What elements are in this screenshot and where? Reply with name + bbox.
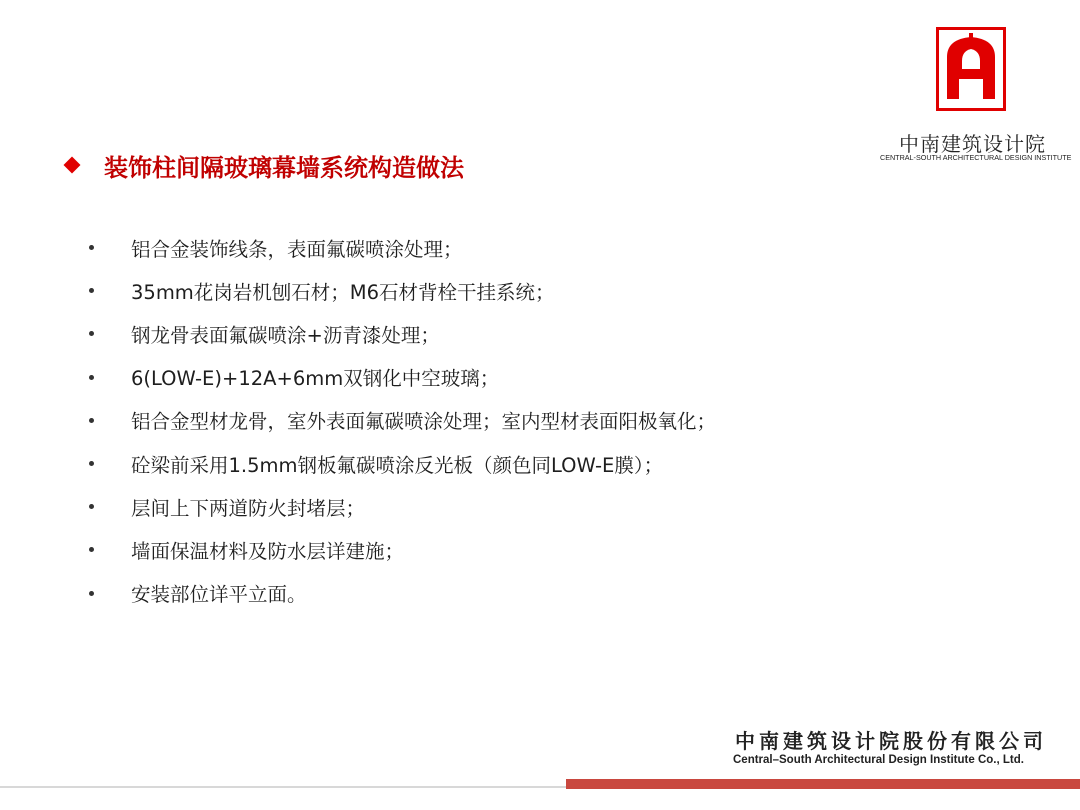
bullet-dot-icon xyxy=(89,288,94,293)
bullet-dot-icon xyxy=(89,547,94,552)
logo-company-name: 中南建筑设计院 xyxy=(899,132,1046,156)
footer-company-name: 中南建筑设计院股份有限公司 xyxy=(735,729,1047,753)
bullet-dot-icon xyxy=(89,591,94,596)
bullet-text: 安装部位详平立面。 xyxy=(131,583,307,607)
company-logo-icon xyxy=(936,27,1006,111)
bullet-text: 6(LOW-E)+12A+6mm双钢化中空玻璃； xyxy=(131,367,500,391)
slide-title-row xyxy=(60,147,464,183)
list-item xyxy=(80,442,900,485)
diamond-icon xyxy=(64,157,81,174)
bullet-text: 35mm花岗岩机刨石材；M6石材背栓干挂系统； xyxy=(131,280,555,304)
bullet-dot-icon xyxy=(89,331,94,336)
list-item xyxy=(80,226,900,269)
list-item xyxy=(80,269,900,312)
bullet-dot-icon xyxy=(89,461,94,466)
bullet-dot-icon xyxy=(89,418,94,423)
logo-company-name-en: CENTRAL-SOUTH ARCHITECTURAL DESIGN INSTITUTE xyxy=(880,153,1072,162)
bullet-text: 层间上下两道防火封堵层； xyxy=(131,496,366,520)
bullet-dot-icon xyxy=(89,504,94,509)
bullet-text: 铝合金型材龙骨，室外表面氟碳喷涂处理；室内型材表面阳极氧化； xyxy=(131,410,717,434)
bullet-text: 墙面保温材料及防水层详建施； xyxy=(131,539,405,563)
list-item xyxy=(80,572,900,615)
list-item xyxy=(80,356,900,399)
list-item xyxy=(80,528,900,571)
footer-company-name-en: Central–South Architectural Design Institute Co., Ltd. xyxy=(733,754,1024,766)
bullet-dot-icon xyxy=(89,375,94,380)
list-item xyxy=(80,399,900,442)
list-item xyxy=(80,312,900,355)
footer-accent-bar xyxy=(566,779,1080,789)
list-item xyxy=(80,485,900,528)
bullet-dot-icon xyxy=(89,245,94,250)
bullet-text: 钢龙骨表面氟碳喷涂+沥青漆处理； xyxy=(131,323,440,347)
bullet-text: 铝合金装饰线条，表面氟碳喷涂处理； xyxy=(131,237,463,261)
bullet-list xyxy=(80,226,900,615)
slide-title: 装饰柱间隔玻璃幕墙系统构造做法 xyxy=(104,153,464,182)
footer-divider xyxy=(0,786,566,788)
bullet-text: 砼梁前采用1.5mm钢板氟碳喷涂反光板（颜色同LOW-E膜）； xyxy=(131,453,664,477)
